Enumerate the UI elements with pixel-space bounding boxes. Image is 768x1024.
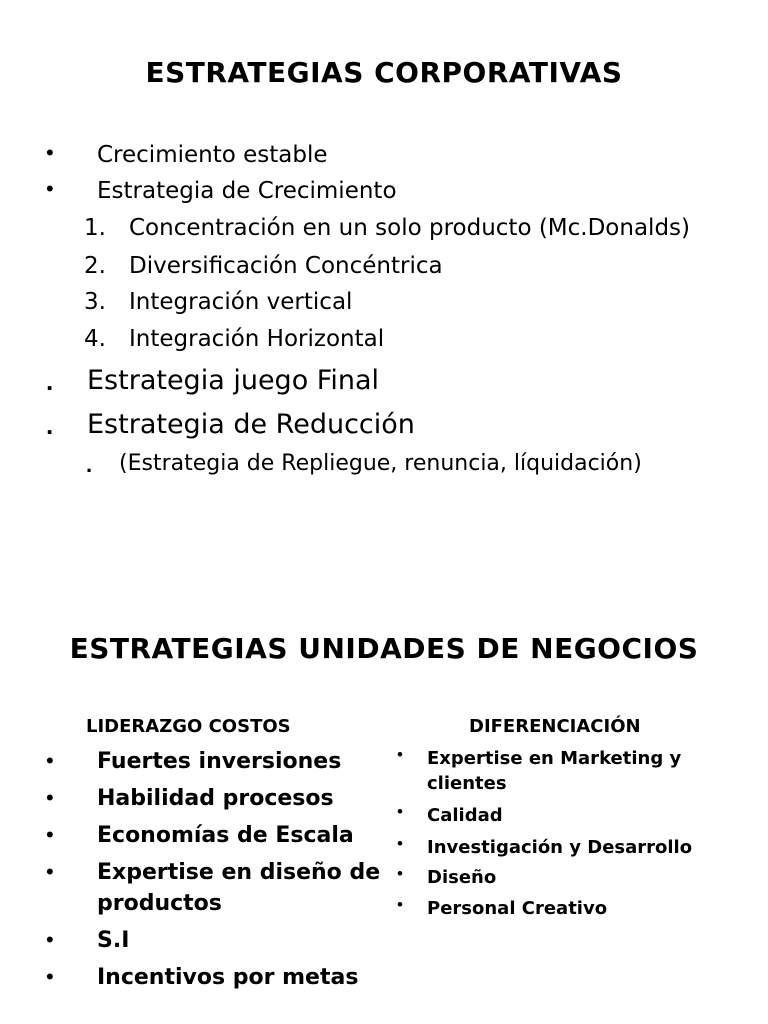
bullet-icon: • (397, 834, 403, 853)
bullet-icon: • (46, 748, 54, 773)
list-item: Expertise en Marketing y (427, 748, 682, 769)
corporate-title: ESTRATEGIAS CORPORATIVAS (145, 56, 623, 89)
list-number: 1. (84, 215, 106, 241)
bullet-icon: • (46, 822, 54, 847)
list-item: Integración vertical (129, 289, 353, 315)
bullet-icon: • (46, 785, 54, 810)
list-item-continuation: productos (97, 891, 222, 916)
list-item: (Estrategia de Repliegue, renuncia, líquidación) (119, 451, 642, 476)
list-item: Calidad (427, 805, 503, 826)
right-column-heading: DIFERENCIACIÓN (469, 716, 641, 737)
bullet-icon: • (397, 802, 403, 821)
list-item: Diseño (427, 867, 497, 888)
bullet-icon: • (397, 895, 403, 914)
list-item: Estrategia juego Final (87, 365, 380, 396)
dot-icon: . (86, 452, 93, 477)
list-item: Investigación y Desarrollo (427, 837, 693, 858)
list-item: Integración Horizontal (129, 326, 385, 352)
list-item: S.I (97, 928, 130, 953)
list-number: 3. (84, 289, 106, 315)
list-item: Diversificación Concéntrica (129, 253, 443, 279)
bullet-icon: • (397, 864, 403, 883)
list-item: Crecimiento estable (97, 142, 328, 168)
list-item-continuation: clientes (427, 773, 507, 794)
list-item: Habilidad procesos (97, 786, 334, 811)
list-number: 4. (84, 326, 106, 352)
left-column-heading: LIDERAZGO COSTOS (86, 716, 291, 737)
bullet-icon: • (46, 859, 54, 884)
list-item: Concentración en un solo producto (Mc.Donalds) (129, 215, 690, 241)
list-number: 2. (84, 253, 106, 279)
bullet-icon: • (397, 745, 403, 764)
list-item: Personal Creativo (427, 898, 608, 919)
bullet-icon: • (46, 964, 54, 989)
bullet-icon: • (46, 176, 54, 201)
list-item: Economías de Escala (97, 823, 354, 848)
bullet-icon: • (46, 927, 54, 952)
dot-icon: . (46, 410, 54, 440)
list-item: Estrategia de Reducción (87, 409, 415, 440)
bullet-icon: • (46, 140, 54, 165)
list-item: Estrategia de Crecimiento (97, 178, 397, 204)
list-item: Fuertes inversiones (97, 749, 342, 774)
business-title: ESTRATEGIAS UNIDADES DE NEGOCIOS (69, 632, 699, 665)
dot-icon: . (46, 366, 54, 396)
list-item: Incentivos por metas (97, 965, 359, 990)
list-item: Expertise en diseño de (97, 860, 381, 885)
